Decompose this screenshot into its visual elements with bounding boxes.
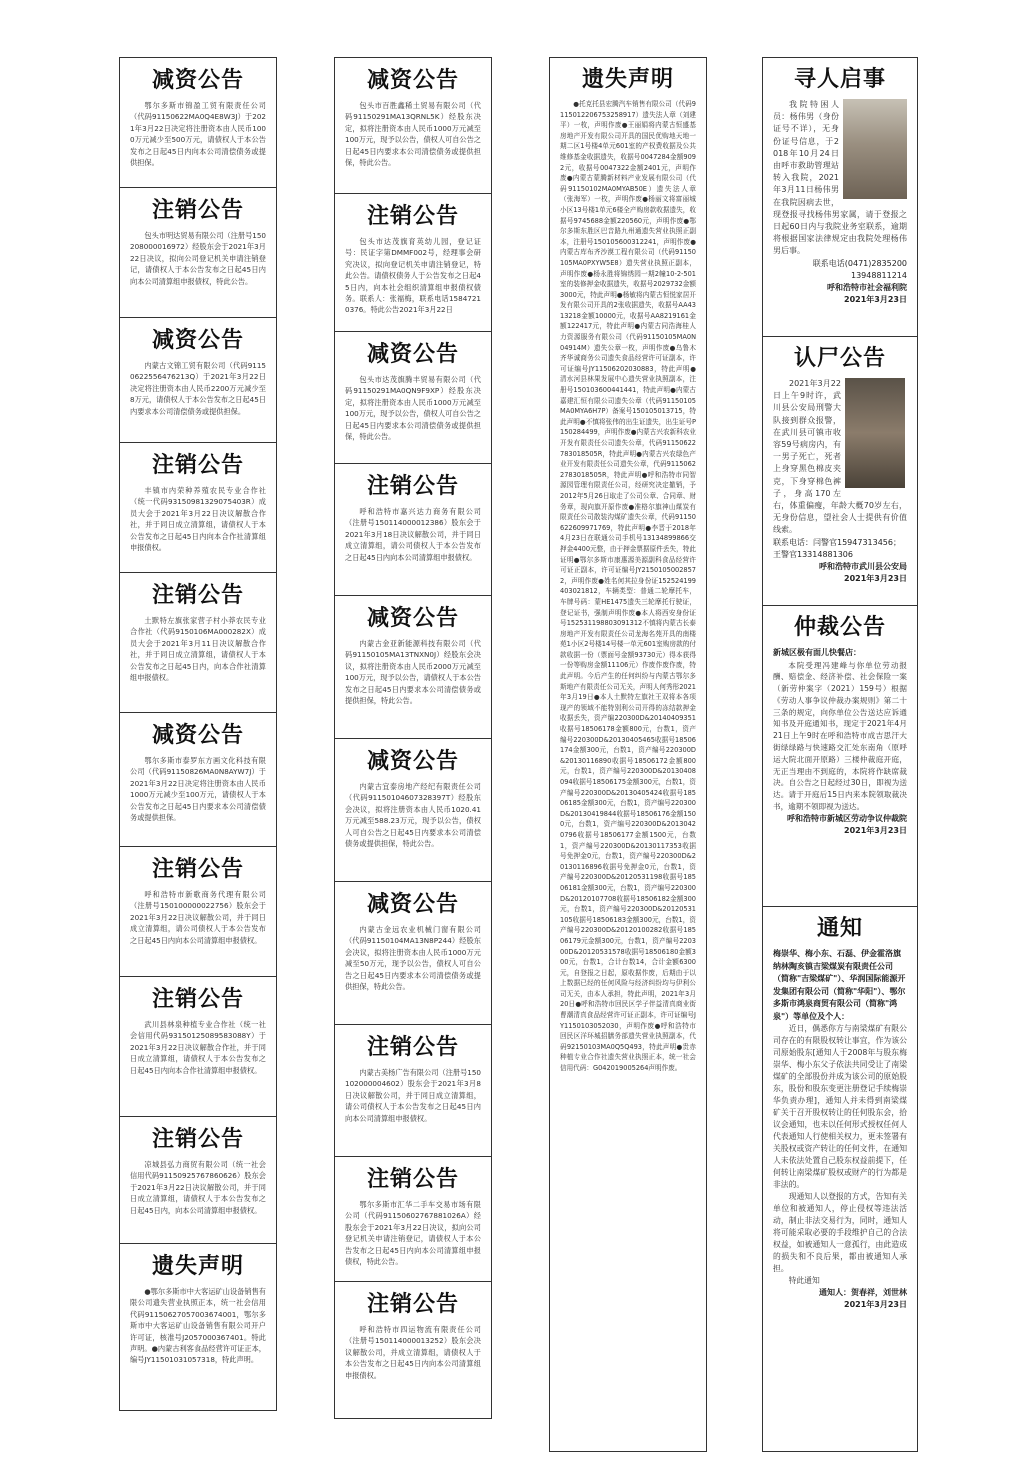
publisher: 呼和浩特市社会福利院 (827, 282, 907, 292)
notice-title: 注销公告 (151, 453, 244, 478)
notice-closing: 特此通知 (788, 1276, 820, 1285)
notice-box (334, 881, 492, 1025)
notice-body: 土默特左旗张家营子村小莽农民专业合作社（代码9150106MA000282X）成员大会于2021年3月11日决议解散合作社，并于同日成立清算组，请债权人于本公告发布之日起45日内，向本合作社清算组申报债权。 (130, 616, 266, 683)
notice-body: 包头市明达贸易有限公司（注册号150208000016972）经股东会于2021年3月22日决议，拟向公司登记机关申请注销登记，请债权人于本公告发布之日起45日内向本公司清算组申报债权，特此公告。 (130, 231, 266, 286)
notice-box (119, 57, 277, 188)
notice-title: 通知 (816, 916, 863, 941)
notice-notification (762, 906, 918, 1452)
notice-body: 呼和浩特市四运物流有限责任公司（注册号150114000013252）股东会决议解散公司，并成立清算组，请债权人于本公告发布之日起45日内向本公司清算组申报债权。 (345, 1325, 481, 1380)
notice-body: 鄂尔多斯市泰罗东方画文化科技有限公司（代码91150826MA0N8AYW7J）于2021年3月22日决定将注册资本由人民币1000万元减少至100万元，请债权人于本公告发布之日起45日内要求本公司清偿债务或提供担保。 (130, 756, 266, 823)
notice-recipient: 梅崇华、梅小东、石磊、伊金霍洛旗纳林陶亥镇吉梁煤炭有限责任公司（简称"吉梁煤矿"）、华润国际能源开发集团有限公司（简称"华阳"）、鄂尔多斯市鸿泉商贸有限公司（简称"鸿泉"）等单位及个人： (773, 949, 906, 1021)
notice-title: 注销公告 (151, 987, 244, 1012)
notice-box (334, 331, 492, 464)
notice-box (334, 738, 492, 882)
notice-body: 包头市达茂旗育英幼儿园，登记证号：民证字第DMMF002号，经理事会研究决议，拟向登记机关申请注销登记，特此公告。请债权债务人于公告发布之日起45日内，向本社会组织清算组申报债权债务。联系人：张福梅，联系电话15847210376。特此公告2021年3月22日 (345, 237, 481, 315)
notice-box (119, 572, 277, 713)
notice-title: 注销公告 (151, 583, 244, 608)
notice-body: 武川县林泉种植专业合作社（统一社会信用代码93150125089583088Y）于2021年3月22日决议解散合作社，并于同日成立清算组，请债权人于本公告发布之日起45日内向本合作社清算组申报债权。 (130, 1020, 266, 1075)
notice-box (119, 187, 277, 318)
notice-lost-statement-long (549, 57, 707, 1452)
notice-body: ●托克托县宏腾汽车销售有限公司（代码9115012206753258917）遗失法人章（刘建平）一枚，声明作废●王丽娟将内蒙古恒盛基房地产开发有限公司开具的国民优购地天地一期二区1号楼4单元601室的产权费收据及公共维修基金收据遗失，收据号0047284金额9092元，收据号0047322金额2401元，声明作废●内蒙古蒙腾新材料产业发展有限公司（代码91150102MA0MYAB50E）遗失法人章（张海军）一枚，声明作废●杨丽文将富丽城小区13号楼1单元6楼全产购房款收据遗失，收据号9745688金额220560元，声明作废●鄂尔多斯东胜区巴音路九州通遗失营业执照正副本，注册号150105600312241，声明作废●内蒙古库布齐沙漠工程有限公司（代码91150105MA0PXYW5E8）遗失营业执照正副本，声明作废●杨永胜将锦绣园一期2幢10-2-501室的装修押金收据遗失，收据号2029732金额3000元，特此声明●杨敏将内蒙古恒悦家居开发有限公司开具的2张收据遗失，收据号AA4313218金额10000元，收据号AA8219161金额122417元，特此声明●内蒙古同浩海桂人力资源服务有限公司（代码91150105MA0N04914M）遗失公章一枚，声明作废●乌鲁木齐华诚商务公司遗失食品经营许可证副本，许可证编号JY11506202030883，特此声明●清水河县林果发展中心遗失营业执照副本，注册号150103600441441，特此声明●内蒙古嘉建汇恒有限公司遗失公章（代码91150105MA0MYA6H7P）备案号150105013715，特此声明●不慎将张伟的出生证遗失，出生证号P150284499，声明作废●内蒙古兴农新科农业开发有限责任公司遗失公章，代码91150622783018505R，特此声明●内蒙古兴农绿色产业开发有限责任公司遗失公章，代码91150622783018505R，特此声明●呼和浩特市同智源园管理有限责任公司，经研究决定撤销，予2012年5月26日取走了公司公章、合同章、财务章，现向旗开原作废●准格尔旗神山煤炭有限责任公司散装沟煤矿遗失公章，代码91150622609971769，特此声明●李晋于2018年4月23日在联通公司手机号13134899866交押金4400元整，由于押金票据原件丢失，特此证明●鄂尔多斯市康惠源美源副科食品经营许可证正副本，许可证编号JY21501050028572，声明作废●姓名何其拉身份证152524199403021812，车辆类型：普通二轮摩托车，车牌号码：蒙HE1475遗失三轮摩托行驶证，登记证书，强制声明作废●本人将西安身份证号152531198803091312不慎将内蒙古长泰房地产开发有限责任公司龙海名苑开具的南楼苑1小区2号楼14号楼一单元601室购房款的付款收据一份（票面号金额93730元）得本获得一份等购房金额11106元）作废作废作废，特此声明。今后产生的任何纠纷与内蒙古鄂尔多斯地产有限责任公司无关，声明人何秀彤2021年3月19日●本人土默特左旗社王双将本各项现产的领域不能特别利公司开得的冻结款押金收据丢失，资产编220300D&20140409351收据号18506178金额800元，台数1，资产编号220300D&20130405465收据号18506174金额300元，台数1，资产编号220300D&20130116890收据号18506172金额800元，台数1，资产编号220300D&20130408094收据号18506175金额300元，台数1，资产编号220300D&20130405424收据号18506185金额300元，台数1，资产编号220300D&20130419844收据号18506176金额1500元，台数1，资产编号220300D&20130420796收据号18506177金额1500元，台数1，资产编号220300D&20130117353收据号免押金0元，台数1，资产编号220300D&20130116896收据号免押金0元，台数1，资产编号220300D&20120531198收据号18506181金额300元，台数1，资产编号220300D&20120107708收据号18506182金额300元，台数1，资产编号220300D&20120531105收据号18506183金额300元，台数1，资产编号220300D&20120100282收据号18506179元金额300元，台数1，资产编号220300D&20120531578收据号18506180金额300元，台数1，合计台数14，合计金额6300元，自登报之日起，原收据作废，后期由于以上数据已经的任何风险与经济纠纷均与伊利公司无关，由本人承担，特此声明，2021年3月20日●呼和浩特市回民区学子伴益清真商业街曹潮清真食品经营许可证正副本，许可证编号JY1150103052030，声明作废●呼和浩特市回民区洋环城招膳务部遗失营业执照副本，代码92150103MA0Q5Q493，特此声明●贵赤种植专业合作社遗失营业执照正本，统一社会信用代码：G042019005264声明作废。 (560, 100, 696, 1073)
notice-box (119, 846, 277, 977)
column-4 (762, 57, 918, 1452)
notice-title: 减资公告 (366, 749, 459, 774)
publisher: 呼和浩特市新城区劳动争议仲裁院 (787, 813, 907, 823)
notice-body: 内蒙古文锦工贸有限公司（代码91150622556476213Q）于2021年3月22日决定将注册资本由人民币2200万元减少至8万元，请债权人于本公告发布之日起45日内要求本公司清偿债务或提供担保。 (130, 361, 266, 416)
notice-title: 注销公告 (151, 198, 244, 223)
notice-body: 包头市达茂旗腾丰贸易有限公司（代码91150291MA0QN9F9XP）经股东决定，拟将注册资本由人民币1000万元减至100万元，现予以公告，债权人可自公告之日起45日内要求本公司清偿债务或提供担保，特此公告。 (345, 375, 481, 442)
notice-body: 包头市百胜鑫稀土贸易有限公司（代码91150291MA13QRNL5K）经股东决定，拟将注册资本由人民币1000万元减至100万元，现予以公告，债权人可自公告之日起45日内要求本公司清偿债务或提供担保，特此公告。 (345, 101, 481, 168)
notice-title: 减资公告 (366, 342, 459, 367)
notice-body: 凉城县弘力商贸有限公司（统一社会信用代码91150925767860626）股东会于2021年3月22日决议解散公司，并于同日成立清算组，请债权人于本公告发布之日起45日内，向本公司清算组申报债权。 (130, 1160, 266, 1215)
notice-body: 我院特困人员：杨伟男（身份证号不详），无身份证号信息，于2018年10月24日由呼市救助管理站转入我院，2021年3月11日杨伟男在我院因病去世，现登报寻找杨伟男家属，请于登报之日起60日内与我院业务室联系，逾期将根据国家法律规定由我院处理杨伟男后事。 (773, 100, 907, 256)
notice-box (119, 712, 277, 847)
column-3 (549, 57, 707, 1452)
notice-box (119, 1243, 277, 1411)
notice-body: 近日，偶悉你方与南梁煤矿有限公司存在的有限股权转让事宜，作为该公司原始股东[通知人于2008年与股东梅崇华、梅小东父子依法共同受让了南梁煤矿的全部股份并成为该公司的原始股东，股份和股东变更注册登记手续梅崇华负责办理]，通知人并未得到南梁煤矿关于召开股权转让的任何股东会，拾议会通知，也未以任何形式授权任何人代表通知人行使相关权力，更未签署有关股权或资产转让的任何文件，在通知人未依法处置自己股东权益前提下，任何转让南梁煤矿股权或财产的行为都是非法的。 (773, 1024, 907, 1189)
notice-title: 注销公告 (366, 204, 459, 229)
notice-body: 内蒙古金亚新能源科技有限公司（代码91150105MA13TNXN0J）经股东会决议，拟将注册资本由人民币2000万元减至100万元，现予以公告，请债权人于本公告发布之日起45日内要求本公司清偿债务或提供担保，特此公告。 (345, 639, 481, 706)
notice-title: 遗失声明 (581, 67, 674, 92)
notice-body: 鄂尔多斯市汇华二手车交易市场有限公司（代码91150602767881026A）经股东会于2021年3月22日决议，拟向公司登记机关申请注销登记，请债权人于本公告发布之日起45日内向本公司清算组申报债权，特此公告。 (345, 1200, 481, 1267)
notice-body: 内蒙古宜泰房地产经纪有限责任公司（代码91150104607328397T）经股东会决议，拟将注册资本由人民币1020.41万元减至588.23万元，现予以公告，债权人可自公告之日起45日内要求本公司清偿债务或提供担保，特此公告。 (345, 782, 481, 849)
notice-title: 注销公告 (366, 1167, 459, 1192)
column-2 (334, 57, 492, 1419)
notice-body: 呼和浩特市新歌商务代理有限公司（注册号150100000022756）股东会于2021年3月22日决议解散公司，并于同日成立清算组，请公司债权人于本公告发布之日起45日内向本公司清算组申报债权。 (130, 890, 266, 945)
notice-title: 减资公告 (151, 328, 244, 353)
notice-title: 减资公告 (366, 68, 459, 93)
contact-mobile: 13948811214 (851, 270, 907, 280)
contact-2: 王警官13314881306 (773, 549, 853, 559)
notice-title: 注销公告 (151, 857, 244, 882)
notice-box (334, 193, 492, 332)
publish-date: 2021年3月23日 (844, 825, 907, 835)
notice-box (334, 57, 492, 194)
notice-box (119, 1116, 277, 1244)
missing-person-photo (843, 99, 907, 199)
notice-body: 2021年3月22日上午9时许，武川县公安局刑警大队接到群众报警，在武川县可镇市收容59号病房内，有一男子死亡，死者上身穿黑色棉皮夹克，下身穿棉色裤子，身高170左右，体重偏瘦，年龄大概70岁左右，无身份信息，望社会人士提供有价值线索。 (773, 379, 907, 535)
notice-box (334, 595, 492, 739)
publisher: 呼和浩特市武川县公安局 (819, 561, 907, 571)
notice-title: 注销公告 (366, 1035, 459, 1060)
contact-1: 联系电话：闫警官15947313456； (773, 537, 901, 547)
notice-body-2: 现通知人以登报的方式，告知有关单位和被通知人，停止侵权等违法活动，制止非法交易行为，同时，通知人将可能采取必要的手段维护自己的合法权益，如被通知人一意孤行，由此造成的损失和不良后果，都由被通知人承担。 (773, 1192, 907, 1273)
notice-body: ●鄂尔多斯市中大客运矿山设备销售有限公司遗失营业执照正本，统一社会信用代码91150627057003674001，鄂尔多斯市中大客运矿山设备销售有限公司开户许可证，核准号J2057000367401。特此声明。●内蒙古利客食品经营许可证正本，编号JY11501031057318，特此声明。 (130, 1287, 266, 1365)
notice-title: 减资公告 (151, 723, 244, 748)
notice-title: 注销公告 (151, 1127, 244, 1152)
contact-phone: 联系电话(0471)2835200 (812, 258, 907, 268)
notice-title: 注销公告 (366, 474, 459, 499)
publish-date: 2021年3月23日 (844, 294, 907, 304)
notice-body: 内蒙古美杨广告有限公司（注册号150102000004602）股东会于2021年3月8日决议解散公司，并于同日成立清算组，请公司债权人于本公告发布之日起45日内向本公司清算组申报债权。 (345, 1068, 481, 1123)
notice-title: 减资公告 (151, 68, 244, 93)
signer: 通知人：贺春祥，刘世林 (819, 1288, 907, 1297)
notice-title: 减资公告 (366, 892, 459, 917)
publish-date: 2021年3月23日 (844, 1300, 907, 1309)
notice-body: 本院受理冯建峰与你单位劳动报酬、赔偿金、经济补偿、社会保险一案（新劳仲案字（2021）159号）根据《劳动人事争议仲裁办案规则》第二十三条的规定，向你单位公告送达应诉通知书及开庭通知书，现定于2021年4月21日上午9时在呼和浩特市成吉思汗大街绿绿路与快速路交汇处东南角（原呼运大院北面开原路）三楼仲裁庭开庭，无正当理由不到庭的，本院将作缺席裁决。自公告之日起经过30日，即视为送达。请于开庭后15日内来本院领取裁决书，逾期不领即视为送达。 (773, 660, 907, 812)
notice-body: 丰镇市内荣种养殖农民专业合作社（统一代码93150981329075403R）成员大会于2021年3月22日决议解散合作社，并于同日成立清算组，请债权人于本公告发布之日起45日内向本合作社清算组申报债权。 (130, 486, 266, 553)
notice-title: 仲裁公告 (793, 615, 886, 640)
notice-box (119, 976, 277, 1117)
notice-arbitration (762, 605, 918, 907)
deceased-photo (845, 378, 905, 488)
notice-box (119, 442, 277, 573)
notice-box (334, 1024, 492, 1157)
column-1 (119, 57, 277, 1411)
notice-title: 遗失声明 (151, 1254, 244, 1279)
notice-box (334, 463, 492, 596)
notice-recipient: 新城区极有面儿快餐店： (773, 648, 861, 657)
notice-body: 鄂尔多斯市锦盈工贸有限责任公司（代码91150622MA0Q4E8W3J）于2021年3月22日决定将注册资本由人民币1000万元减少至500万元，请债权人于本公告发布之日起45日内向本公司清偿债务或提供担保。 (130, 101, 266, 168)
notice-title: 减资公告 (366, 606, 459, 631)
notice-search-person (762, 57, 918, 337)
notice-box (334, 1281, 492, 1419)
notice-body: 呼和浩特市嘉兴达力商务有限公司（注册号150114000012386）股东会于2021年3月18日决议解散公司，并于同日成立清算组，请公司债权人于本公告发布之日起45日内向本公司清算组申报债权。 (345, 507, 481, 562)
notice-box (334, 1156, 492, 1282)
notice-title: 寻人启事 (793, 67, 886, 92)
notice-title: 注销公告 (366, 1292, 459, 1317)
notice-title: 认尸公告 (793, 346, 886, 371)
notice-body: 内蒙古金远农业机械门窗有限公司（代码91150104MA13N8P244）经股东会决议，拟将注册资本由人民币1000万元减至50万元，现予以公告，债权人可自公告之日起45日内要求本公司清偿债务或提供担保，特此公告。 (345, 925, 481, 992)
publish-date: 2021年3月23日 (844, 573, 907, 583)
notice-corpse-identification (762, 336, 918, 606)
notice-box (119, 317, 277, 443)
